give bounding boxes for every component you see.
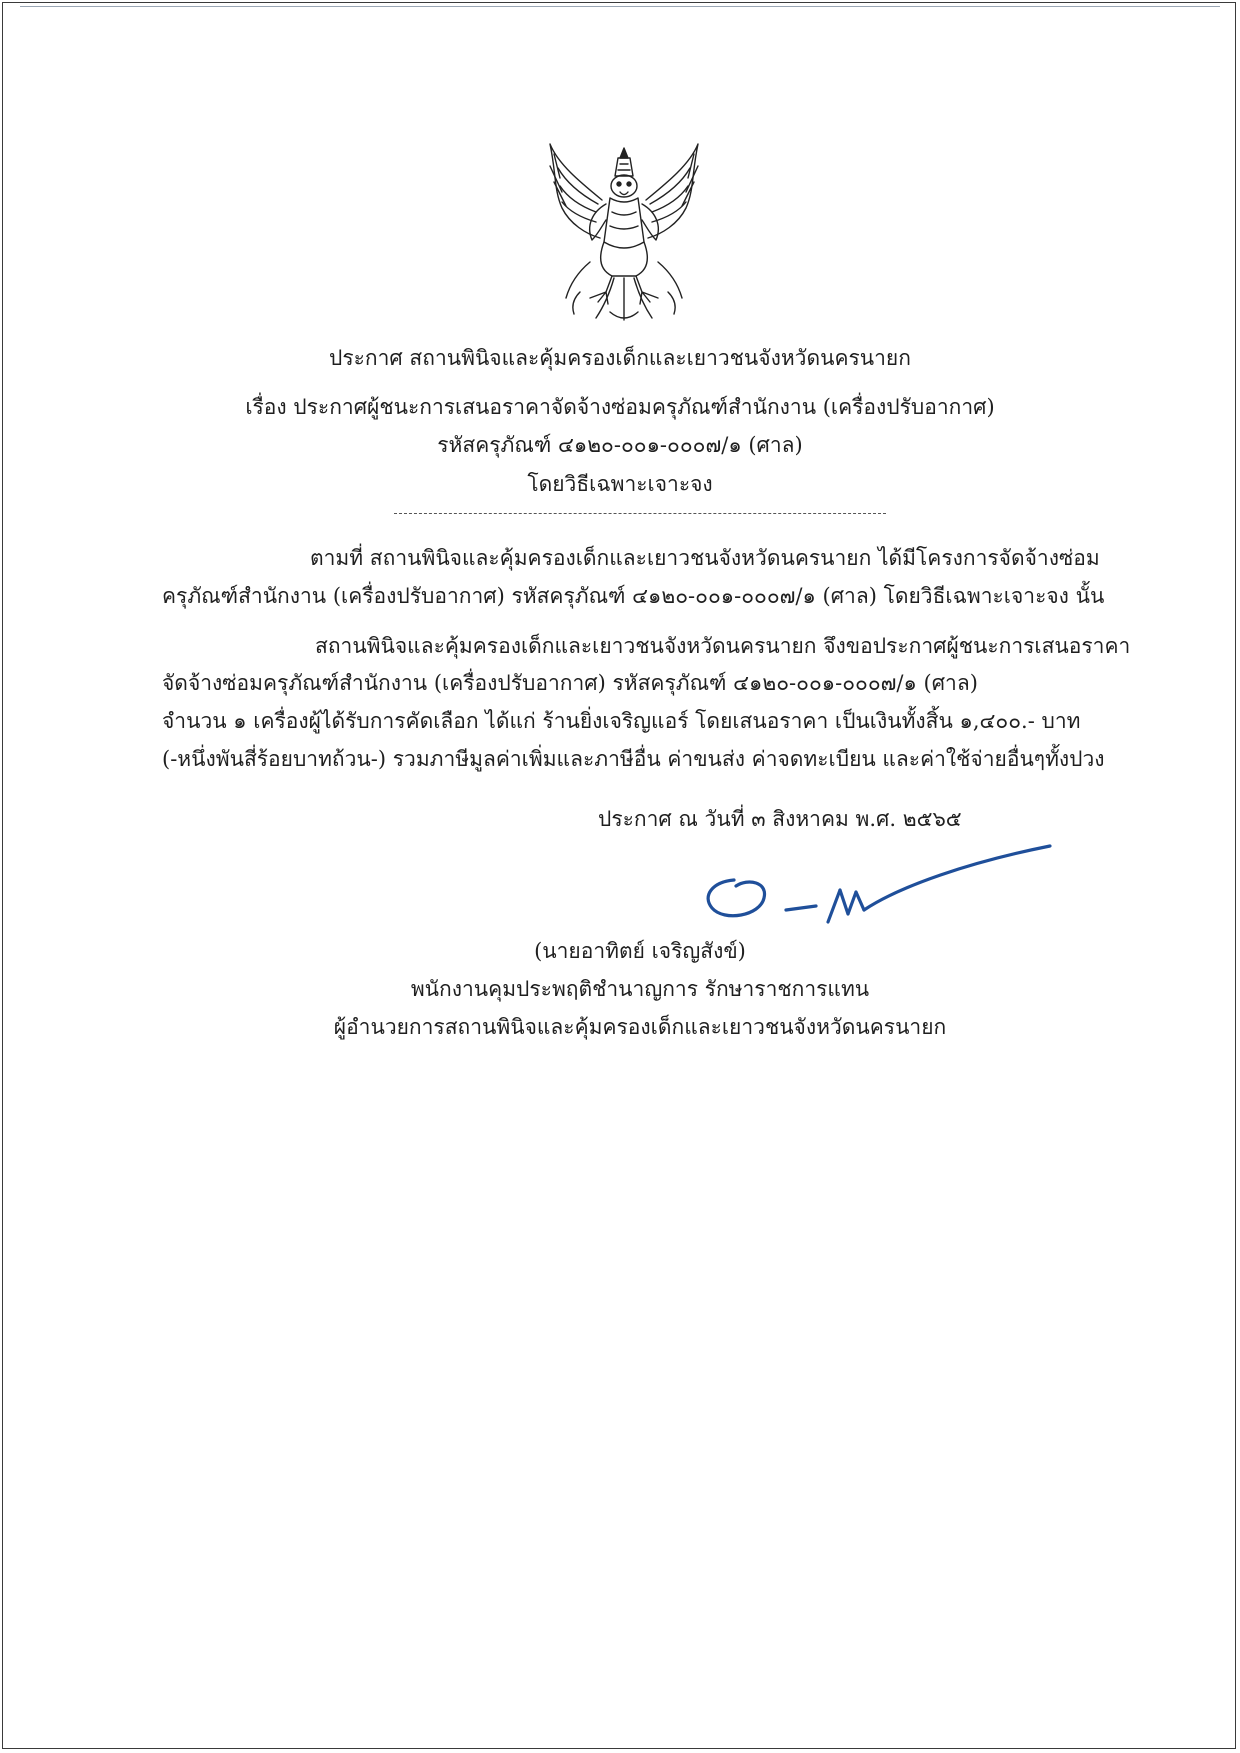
garuda-emblem-icon <box>540 142 708 324</box>
paragraph2-line-3: จำนวน ๑ เครื่องผู้ได้รับการคัดเลือก ได้แก่ ร้านยิ่งเจริญแอร์ โดยเสนอราคา เป็นเงินทั้งสิ้น ๑,๔๐๐.- บาท <box>162 709 1081 733</box>
announcement-heading: ประกาศ สถานพินิจและคุ้มครองเด็กและเยาวชนจังหวัดนครนายก <box>329 346 911 370</box>
top-edge-line <box>20 6 1220 7</box>
paragraph1-line-1: ตามที่ สถานพินิจและคุ้มครองเด็กและเยาวชนจังหวัดนครนายก ได้มีโครงการจัดจ้างซ่อม <box>310 546 1100 570</box>
paragraph2-line-1: สถานพินิจและคุ้มครองเด็กและเยาวชนจังหวัดนครนายก จึงขอประกาศผู้ชนะการเสนอราคา <box>315 634 1131 658</box>
paragraph2-line-2: จัดจ้างซ่อมครุภัณฑ์สำนักงาน (เครื่องปรับอากาศ) รหัสครุภัณฑ์ ๔๑๒๐-๐๐๑-๐๐๐๗/๑ (ศาล) <box>162 671 978 695</box>
signer-position-1: พนักงานคุมประพฤติชำนาญการ รักษาราชการแทน <box>410 977 870 1001</box>
signer-position-2: ผู้อำนวยการสถานพินิจและคุ้มครองเด็กและเยาวชนจังหวัดนครนายก <box>333 1015 947 1039</box>
signer-name: (นายอาทิตย์ เจริญสังข์) <box>534 939 746 963</box>
section-divider <box>394 513 886 514</box>
subject-line-2: รหัสครุภัณฑ์ ๔๑๒๐-๐๐๑-๐๐๐๗/๑ (ศาล) <box>437 433 803 457</box>
paragraph2-line-4: (-หนึ่งพันสี่ร้อยบาทถ้วน-) รวมภาษีมูลค่าเพิ่มและภาษีอื่น ค่าขนส่ง ค่าจดทะเบียน และค่าใช้จ่ายอื่นๆทั้งปวง <box>162 747 1105 771</box>
paragraph1-line-2: ครุภัณฑ์สำนักงาน (เครื่องปรับอากาศ) รหัสครุภัณฑ์ ๔๑๒๐-๐๐๑-๐๐๐๗/๑ (ศาล) โดยวิธีเฉพาะเจาะจง นั้น <box>162 584 1105 608</box>
subject-line-3: โดยวิธีเฉพาะเจาะจง <box>527 472 713 496</box>
signature <box>690 840 1055 940</box>
subject-line-1: เรื่อง ประกาศผู้ชนะการเสนอราคาจัดจ้างซ่อมครุภัณฑ์สำนักงาน (เครื่องปรับอากาศ) <box>245 395 995 419</box>
date-line: ประกาศ ณ วันที่ ๓ สิงหาคม พ.ศ. ๒๕๖๕ <box>598 807 962 831</box>
